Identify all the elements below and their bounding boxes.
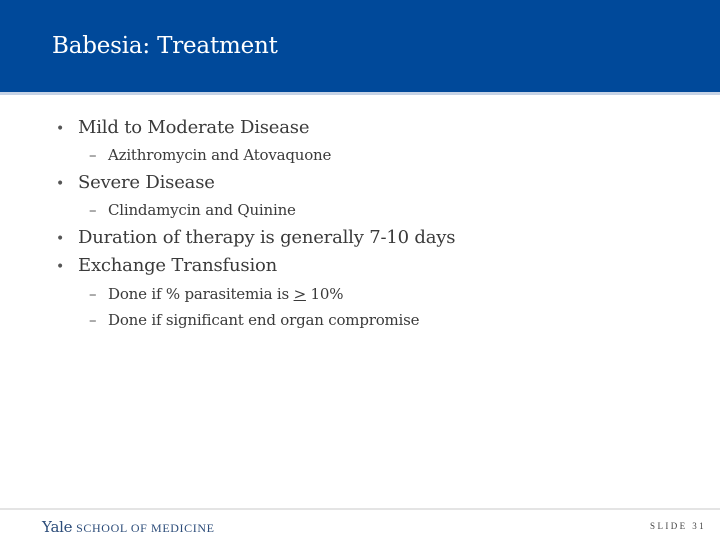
slide-number: SLIDE 31 bbox=[650, 521, 706, 531]
sub-bullet-text-end: 10% bbox=[305, 285, 344, 303]
footer-divider bbox=[0, 508, 720, 510]
logo-subtitle: SCHOOL OF MEDICINE bbox=[76, 521, 215, 535]
greater-or-equal-symbol: > bbox=[293, 285, 306, 303]
sub-bullet-marker: – bbox=[89, 285, 97, 303]
sub-bullet-marker: – bbox=[89, 146, 97, 164]
sub-bullet-text: Done if significant end organ compromise bbox=[108, 311, 420, 329]
bullet-text: Mild to Moderate Disease bbox=[78, 117, 310, 138]
bullet-text: Exchange Transfusion bbox=[78, 255, 278, 276]
bullet-marker: • bbox=[56, 231, 65, 247]
sub-bullet-text: Azithromycin and Atovaquone bbox=[108, 146, 332, 164]
bullet-marker: • bbox=[56, 259, 65, 275]
sub-bullet-text-start: Done if % parasitemia is bbox=[108, 285, 294, 303]
logo-wordmark: Yale bbox=[42, 518, 73, 536]
yale-school-of-medicine-logo bbox=[42, 517, 215, 536]
bullet-marker: • bbox=[56, 121, 65, 137]
sub-bullet-marker: – bbox=[89, 201, 97, 219]
bullet-text: Duration of therapy is generally 7-10 days bbox=[78, 227, 456, 248]
sub-bullet-text: Clindamycin and Quinine bbox=[108, 201, 296, 219]
sub-bullet-text bbox=[108, 285, 343, 303]
slide-title: Babesia: Treatment bbox=[52, 33, 278, 59]
bullet-text: Severe Disease bbox=[78, 172, 215, 193]
bullet-marker: • bbox=[56, 176, 65, 192]
sub-bullet-marker: – bbox=[89, 311, 97, 329]
